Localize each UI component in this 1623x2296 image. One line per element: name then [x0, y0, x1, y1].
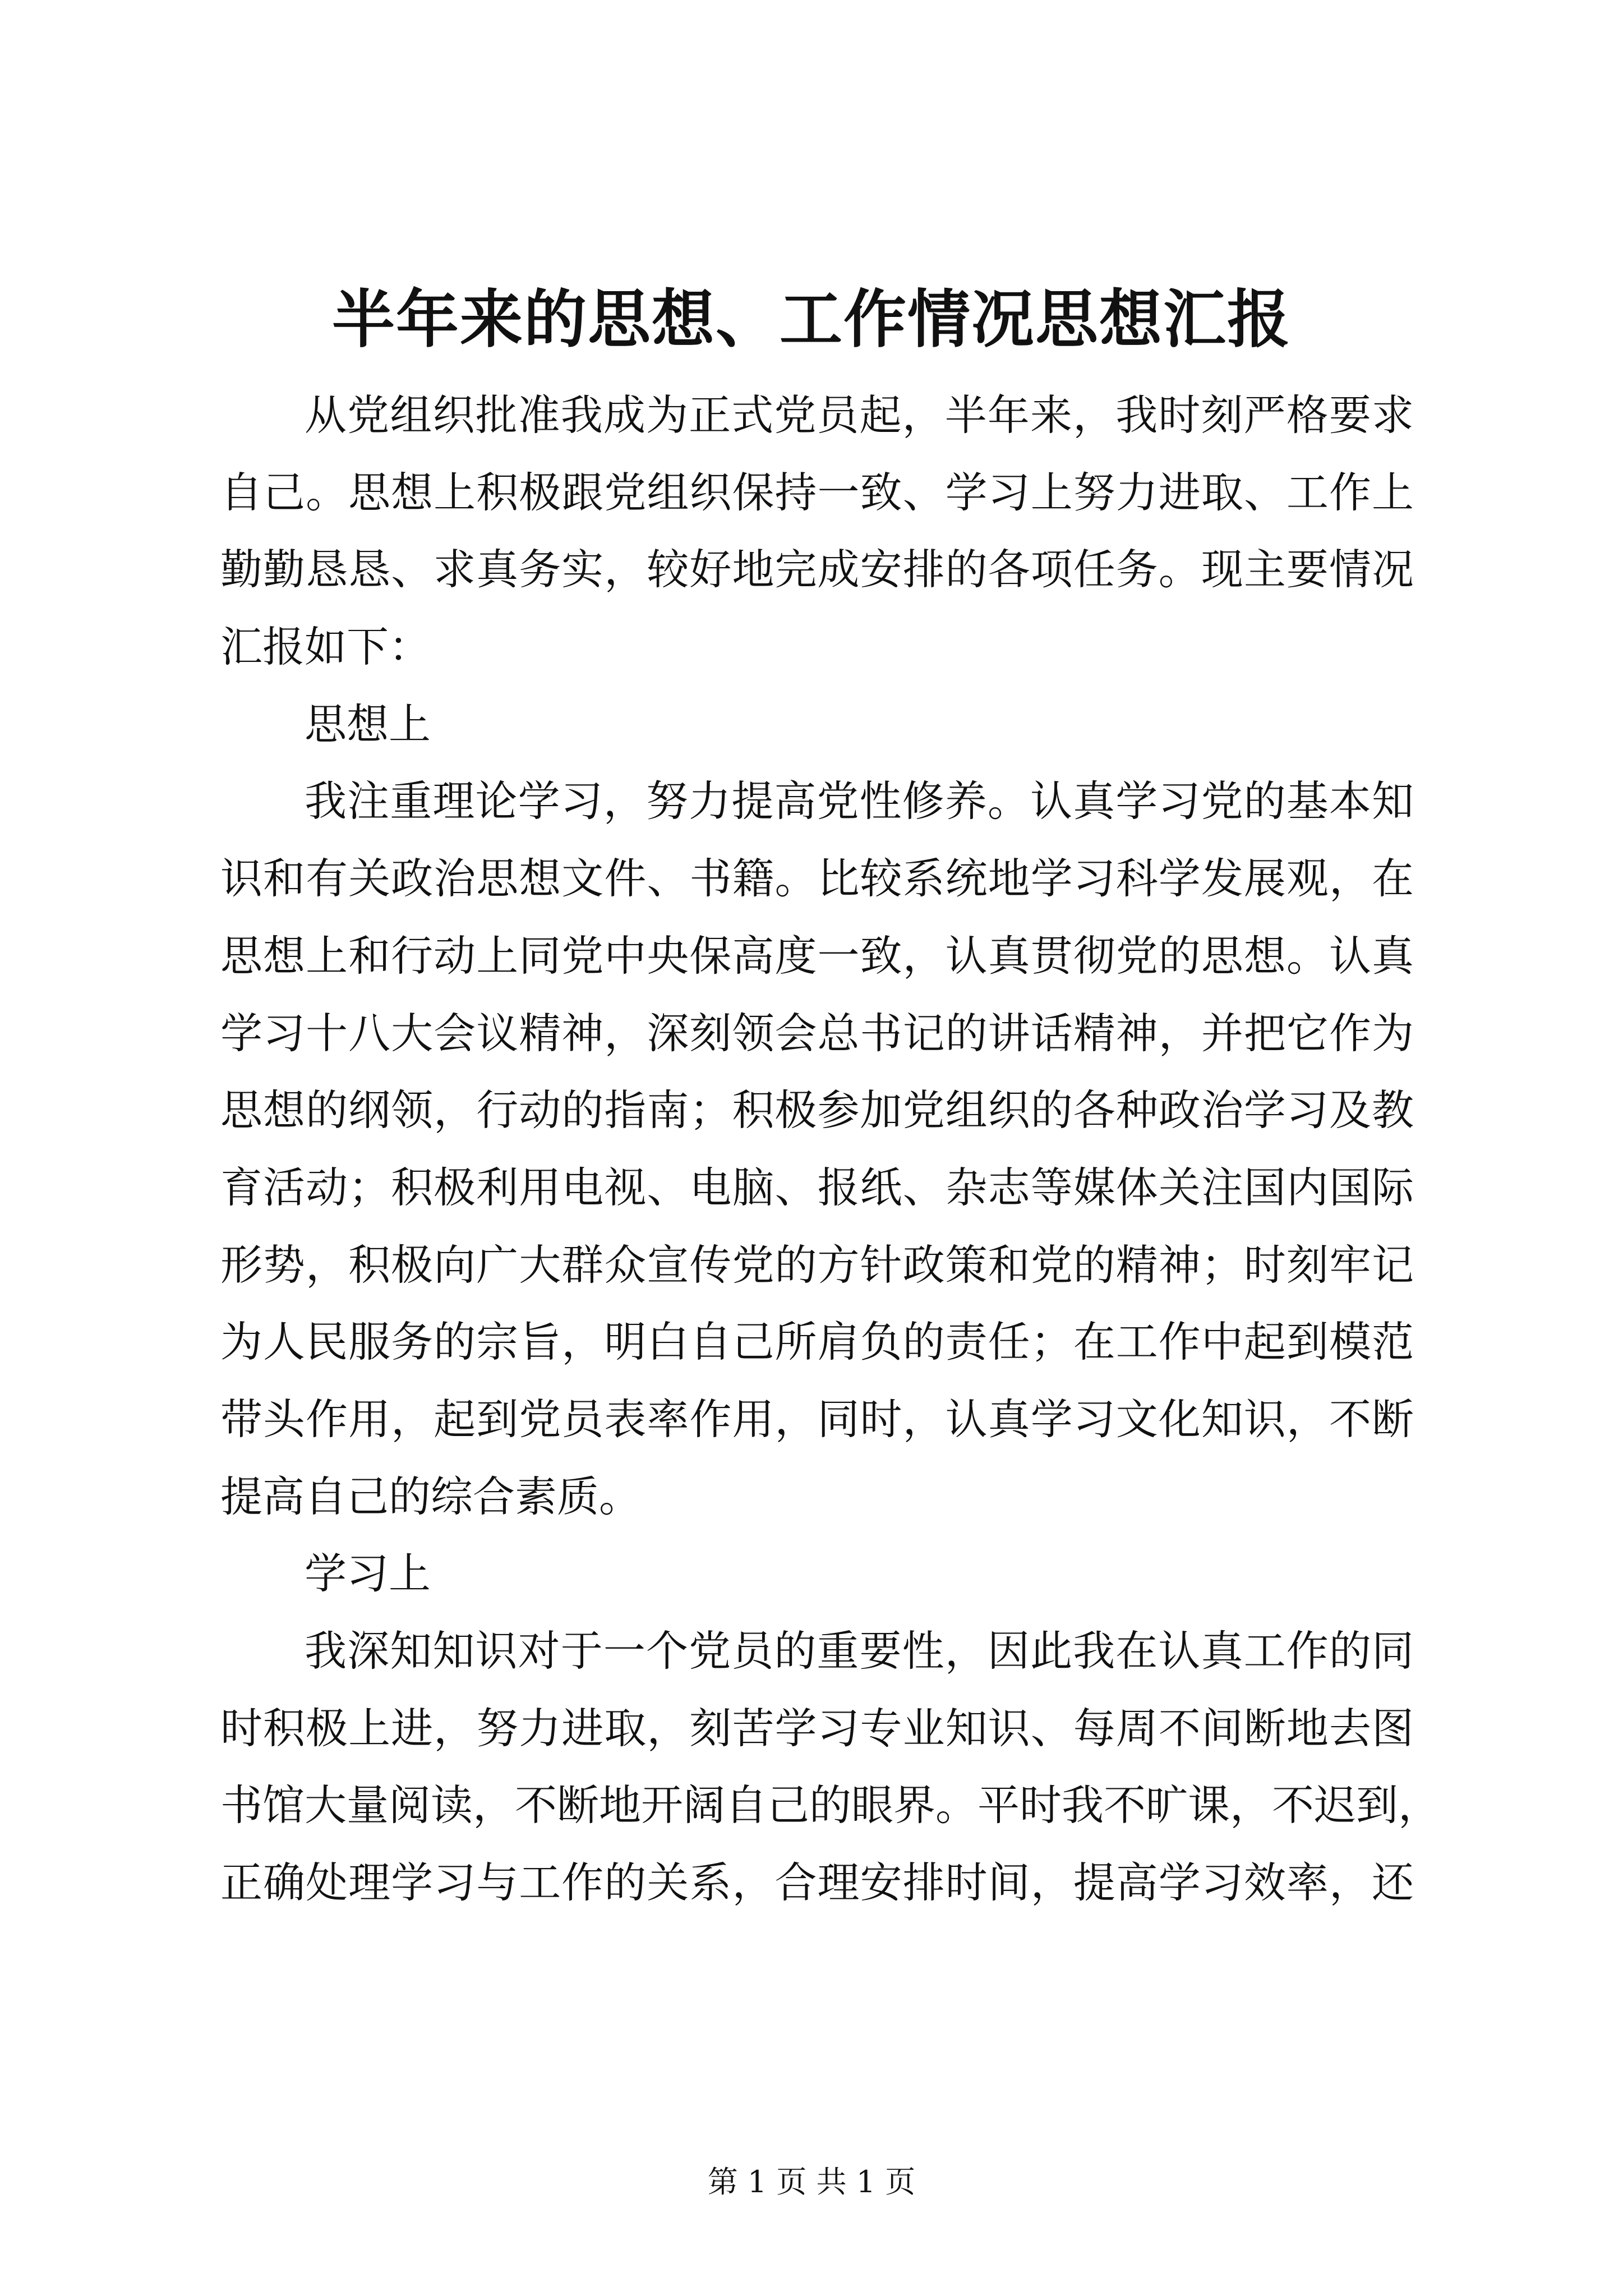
section1-line: 识和有关政治思想文件、书籍。比较系统地学习科学发展观，在: [220, 854, 1414, 904]
section1-line: 带头作用，起到党员表率作用，同时，认真学习文化知识，不断: [220, 1394, 1414, 1444]
section2-line: 正确处理学习与工作的关系，合理安排时间，提高学习效率，还: [220, 1858, 1414, 1908]
intro-line: 汇报如下：: [220, 622, 431, 672]
section2-line: 书馆大量阅读，不断地开阔自己的眼界。平时我不旷课，不迟到，: [220, 1780, 1441, 1830]
section2-line: 时积极上进，努力进取，刻苦学习专业知识、每周不间断地去图: [220, 1703, 1414, 1753]
section1-line: 思想上和行动上同党中央保高度一致，认真贯彻党的思想。认真: [220, 931, 1414, 981]
intro-line: 自己。思想上积极跟党组织保持一致、学习上努力进取、工作上: [220, 467, 1414, 517]
intro-line: 勤勤恳恳、求真务实，较好地完成安排的各项任务。现主要情况: [220, 545, 1414, 595]
section1-line: 为人民服务的宗旨，明白自己所肩负的责任；在工作中起到模范: [220, 1317, 1414, 1367]
section1-line: 形势，积极向广大群众宣传党的方针政策和党的精神；时刻牢记: [220, 1240, 1414, 1290]
section1-line: 育活动；积极利用电视、电脑、报纸、杂志等媒体关注国内国际: [220, 1162, 1414, 1212]
intro-line: 从党组织批准我成为正式党员起，半年来，我时刻严格要求: [305, 390, 1414, 440]
section1-line: 提高自己的综合素质。: [220, 1471, 642, 1521]
section1-line: 思想的纲领，行动的指南；积极参加党组织的各种政治学习及教: [220, 1085, 1414, 1135]
section1-line: 我注重理论学习，努力提高党性修养。认真学习党的基本知: [305, 776, 1414, 826]
section2-line: 我深知知识对于一个党员的重要性，因此我在认真工作的同: [305, 1626, 1414, 1676]
document-title: 半年来的思想、工作情况思想汇报: [332, 283, 1291, 356]
section-heading-thought: 思想上: [305, 699, 431, 749]
section-heading-study: 学习上: [305, 1549, 431, 1599]
page-footer: 第 1 页 共 1 页: [707, 2164, 916, 2200]
document-body: [220, 377, 1441, 1922]
section1-line: 学习十八大会议精神，深刻领会总书记的讲话精神，并把它作为: [220, 1008, 1414, 1058]
